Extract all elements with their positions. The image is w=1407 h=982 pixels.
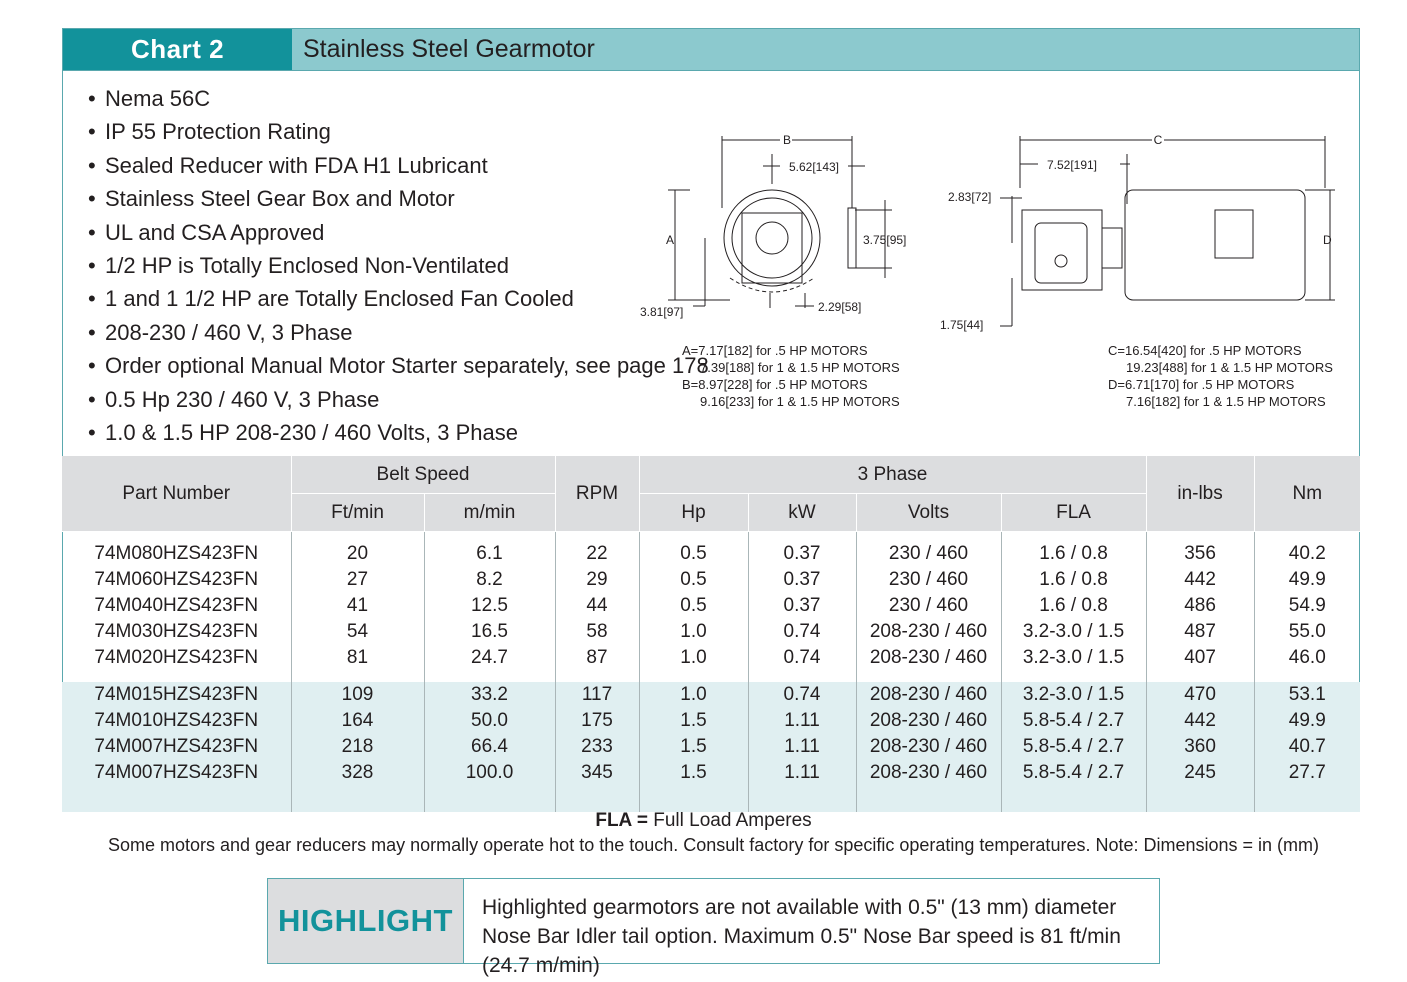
table-row-highlighted: 74M015HZS423FN 109 33.2 117 1.0 0.74 208-230 / 460 3.2-3.0 / 1.5 470 53.1	[62, 682, 1360, 708]
label-d: D	[1323, 233, 1332, 247]
header-fla: FLA	[1001, 494, 1146, 532]
header-in-lbs: in-lbs	[1146, 456, 1254, 532]
feature-item: • 208-230 / 460 V, 3 Phase	[88, 319, 353, 345]
table-row-highlighted: 74M007HZS423FN 328 100.0 345 1.5 1.11 208-230 / 460 5.8-5.4 / 2.7 245 27.7	[62, 760, 1360, 786]
table-row-highlighted: 74M007HZS423FN 218 66.4 233 1.5 1.11 208-230 / 460 5.8-5.4 / 2.7 360 40.7	[62, 734, 1360, 760]
fla-footnote: FLA = Full Load Amperes	[595, 810, 812, 831]
header-nm: Nm	[1254, 456, 1360, 532]
table-row-highlighted: 74M010HZS423FN 164 50.0 175 1.5 1.11 208-230 / 460 5.8-5.4 / 2.7 442 49.9	[62, 708, 1360, 734]
feature-item: • 1 and 1 1/2 HP are Totally Enclosed Fan Cooled	[88, 286, 574, 312]
feature-item: • Sealed Reducer with FDA H1 Lubricant	[88, 152, 488, 178]
feature-item: • 1.0 & 1.5 HP 208-230 / 460 Volts, 3 Phase	[88, 419, 518, 445]
header-3-phase: 3 Phase	[639, 456, 1146, 494]
label-top-left: 2.83[72]	[948, 190, 992, 204]
label-b-dim: 5.62[143]	[788, 160, 840, 174]
label-c-dim: 7.52[191]	[1046, 158, 1098, 172]
feature-list	[88, 82, 709, 449]
feature-item: • Stainless Steel Gear Box and Motor	[88, 186, 455, 212]
label-bottom-left: 3.81[97]	[640, 305, 684, 319]
feature-item: • IP 55 Protection Rating	[88, 119, 331, 145]
table-row: 74M030HZS423FN 54 16.5 58 1.0 0.74 208-230 / 460 3.2-3.0 / 1.5 487 55.0	[62, 619, 1360, 645]
specs-table	[62, 456, 1360, 812]
chart-number-label: Chart 2	[63, 29, 292, 70]
header-volts: Volts	[856, 494, 1001, 532]
highlight-text: Highlighted gearmotors are not available with 0.5" (13 mm) diameter Nose Bar Idler tail option. Maximum 0.5" Nose Bar speed is 81 ft/min (24.7 m/min)	[482, 896, 1121, 977]
table-row: 74M020HZS423FN 81 24.7 87 1.0 0.74 208-230 / 460 3.2-3.0 / 1.5 407 46.0	[62, 645, 1360, 671]
label-bottom-side: 1.75[44]	[940, 318, 984, 332]
header-belt-speed: Belt Speed	[291, 456, 555, 494]
table-row: 74M080HZS423FN 20 6.1 22 0.5 0.37 230 / 460 1.6 / 0.8 356 40.2	[62, 541, 1360, 567]
header-kw: kW	[748, 494, 856, 532]
table-row: 74M060HZS423FN 27 8.2 29 0.5 0.37 230 / 460 1.6 / 0.8 442 49.9	[62, 567, 1360, 593]
feature-item: • Order optional Manual Motor Starter separately, see page 178	[88, 353, 709, 379]
highlight-box	[267, 878, 1160, 977]
feature-item: • 1/2 HP is Totally Enclosed Non-Ventilated	[88, 252, 509, 278]
header-rpm: RPM	[555, 456, 639, 532]
label-c: C	[1153, 133, 1163, 147]
dimension-notes-left: A=7.17[182] for .5 HP MOTORS 7.39[188] for 1 & 1.5 HP MOTORS B=8.97[228] for .5 HP MOTORS 9.16[233] for 1 & 1.5 HP MOTORS	[682, 343, 900, 409]
header-part-number: Part Number	[62, 456, 291, 532]
header-hp: Hp	[639, 494, 748, 532]
feature-item: • Nema 56C	[88, 86, 211, 111]
header-m-min: m/min	[424, 494, 555, 532]
chart-title: Stainless Steel Gearmotor	[303, 35, 595, 63]
chart-header	[62, 28, 1360, 71]
feature-item: • UL and CSA Approved	[88, 219, 325, 245]
label-bottom-right: 2.29[58]	[818, 300, 862, 314]
label-right-dim: 3.75[95]	[863, 233, 907, 247]
header-ft-min: Ft/min	[291, 494, 424, 532]
label-b: B	[782, 133, 792, 147]
temperature-footnote: Some motors and gear reducers may normally operate hot to the touch. Consult factory for specific operating temperatures. Note: Dimensions = in (mm)	[107, 835, 1320, 855]
dimension-notes-right: C=16.54[420] for .5 HP MOTORS 19.23[488] for 1 & 1.5 HP MOTORS D=6.71[170] for .5 HP MOTORS 7.16[182] for 1 & 1.5 HP MOTORS	[1108, 343, 1333, 409]
feature-item: • 0.5 Hp 230 / 460 V, 3 Phase	[88, 386, 380, 412]
table-row: 74M040HZS423FN 41 12.5 44 0.5 0.37 230 / 460 1.6 / 0.8 486 54.9	[62, 593, 1360, 619]
label-a: A	[665, 233, 675, 247]
highlight-label: HIGHLIGHT	[268, 879, 464, 963]
